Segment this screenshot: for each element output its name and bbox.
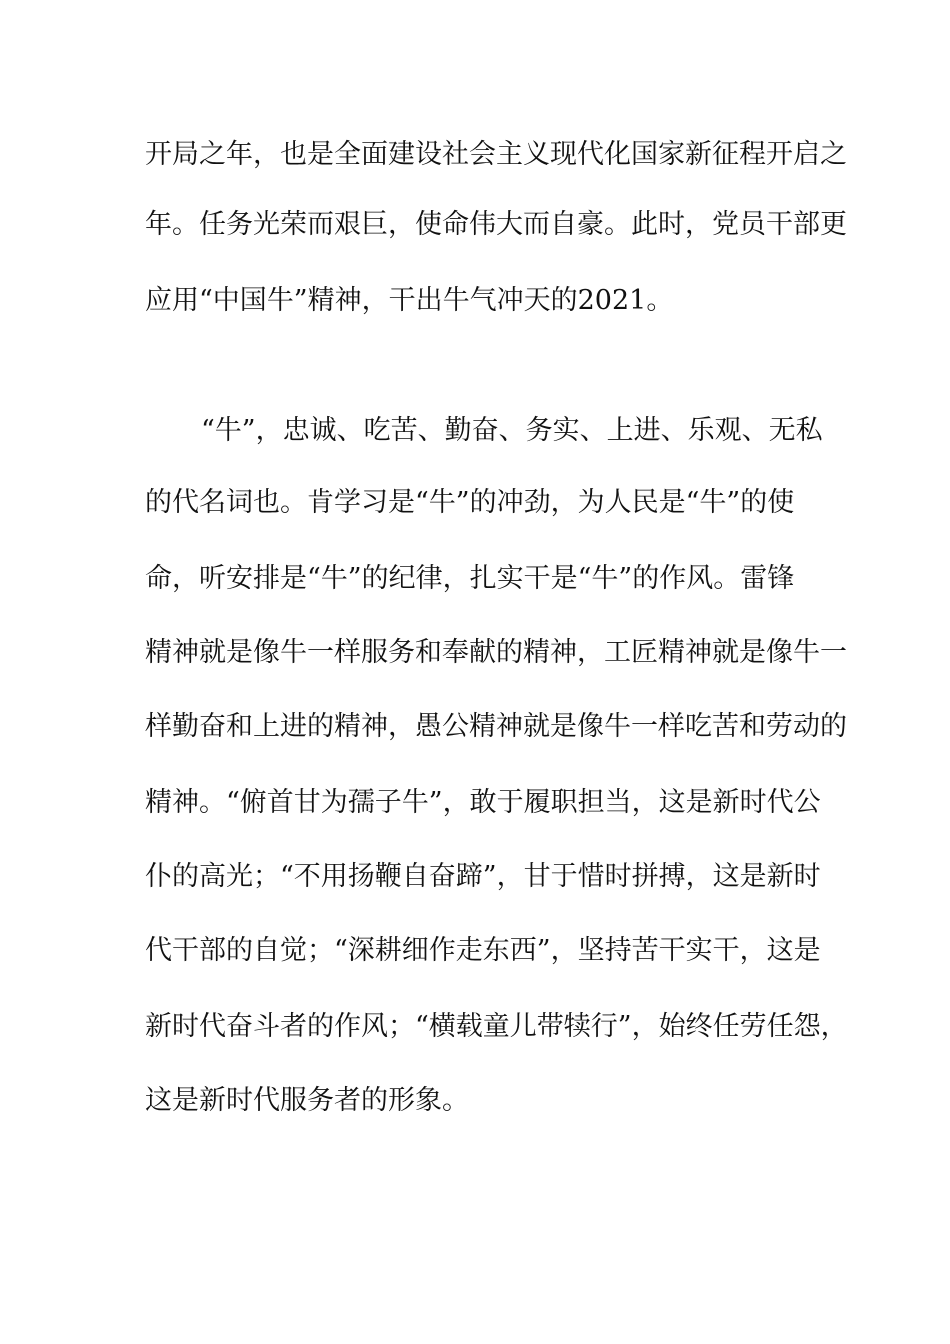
paragraph-line: 代干部的自觉；“深耕细作走东西”，坚持苦干实干，这是	[145, 935, 821, 966]
paragraph-line: 样勤奋和上进的精神，愚公精神就是像牛一样吃苦和劳动的	[145, 711, 847, 742]
paragraph-line: 这是新时代服务者的形象。	[145, 1085, 469, 1116]
paragraph-line: 仆的高光；“不用扬鞭自奋蹄”，甘于惜时拼搏，这是新时	[145, 861, 821, 892]
paragraph-line: 开局之年，也是全面建设社会主义现代化国家新征程开启之	[145, 139, 847, 170]
paragraph-line: 精神就是像牛一样服务和奉献的精神，工匠精神就是像牛一	[145, 637, 847, 668]
paragraph-line: 年。任务光荣而艰巨，使命伟大而自豪。此时，党员干部更	[145, 209, 847, 240]
paragraph-line: “牛”，忠诚、吃苦、勤奋、务实、上进、乐观、无私	[201, 415, 823, 446]
paragraph-line: 命，听安排是“牛”的纪律，扎实干是“牛”的作风。雷锋	[145, 563, 795, 594]
paragraph-line: 应用“中国牛”精神，干出牛气冲天的2021。	[145, 285, 674, 316]
paragraph-line: 新时代奋斗者的作风；“横载童儿带犊行”，始终任劳任怨，	[145, 1011, 848, 1042]
paragraph-line: 的代名词也。肯学习是“牛”的冲劲，为人民是“牛”的使	[145, 487, 795, 518]
paragraph-line: 精神。“俯首甘为孺子牛”，敢于履职担当，这是新时代公	[145, 787, 821, 818]
